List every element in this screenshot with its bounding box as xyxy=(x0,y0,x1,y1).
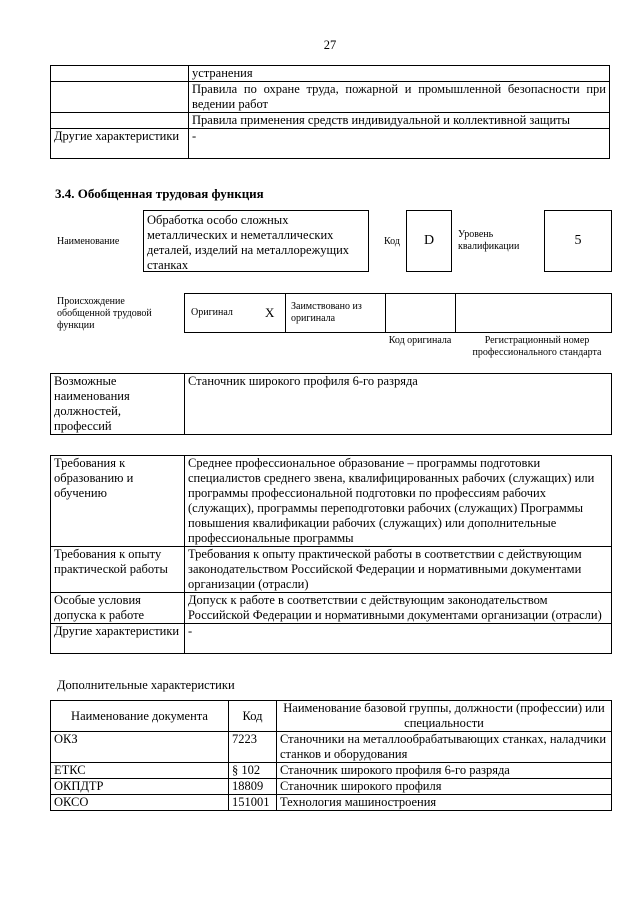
table-row xyxy=(51,763,612,779)
row-value: устранения xyxy=(189,66,610,82)
requirement-label: Требования к опыту практической работы xyxy=(51,547,185,593)
code-cell: 151001 xyxy=(229,795,277,811)
name-value: Обработка особо сложных металлических и неметаллических деталей, изделий на металлорежущих станках xyxy=(143,210,369,272)
table-row xyxy=(51,779,612,795)
code-cell: 18809 xyxy=(229,779,277,795)
header-document: Наименование документа xyxy=(51,701,229,732)
doc-cell: ОКСО xyxy=(51,795,229,811)
row-label xyxy=(51,113,189,129)
group-cell: Станочники на металлообрабатывающих станках, наладчики станков и оборудования xyxy=(277,732,612,763)
row-label: Другие характеристики xyxy=(51,129,189,159)
row-value: - xyxy=(189,129,610,159)
table-row xyxy=(51,456,612,547)
level-value: 5 xyxy=(544,210,612,272)
divider xyxy=(285,294,286,332)
section-title: 3.4. Обобщенная трудовая функция xyxy=(55,186,264,201)
level-label: Уровень квалификации xyxy=(458,229,520,252)
divider xyxy=(455,294,456,332)
table-header xyxy=(51,701,612,732)
table-row xyxy=(51,113,610,129)
group-cell: Станочник широкого профиля 6-го разряда xyxy=(277,763,612,779)
positions-value: Станочник широкого профиля 6-го разряда xyxy=(185,374,612,435)
doc-cell: ЕТКС xyxy=(51,763,229,779)
doc-cell: ОКЗ xyxy=(51,732,229,763)
requirement-value: Допуск к работе в соответствии с действующим законодательством Российской Федерации и нормативными документами организации (отрасли) xyxy=(185,593,612,624)
table-row xyxy=(51,593,612,624)
table-row xyxy=(51,82,610,113)
divider xyxy=(385,294,386,332)
table-row xyxy=(51,547,612,593)
requirement-label: Другие характеристики xyxy=(51,624,185,654)
doc-cell: ОКПДТР xyxy=(51,779,229,795)
code-cell: 7223 xyxy=(229,732,277,763)
positions-table xyxy=(50,373,612,435)
group-cell: Технология машиностроения xyxy=(277,795,612,811)
row-label xyxy=(51,82,189,113)
positions-label: Возможные наименования должностей, профессий xyxy=(51,374,185,435)
name-label: Наименование xyxy=(57,236,120,247)
requirement-label: Требования к образованию и обучению xyxy=(51,456,185,547)
header-code: Код xyxy=(229,701,277,732)
original-mark: X xyxy=(265,305,275,320)
group-cell: Станочник широкого профиля xyxy=(277,779,612,795)
additional-table xyxy=(50,700,612,811)
row-value: Правила применения средств индивидуальной и коллективной защиты xyxy=(189,113,610,129)
top-table xyxy=(50,65,610,159)
requirements-table xyxy=(50,455,612,654)
table-row xyxy=(51,129,610,159)
table-row xyxy=(51,795,612,811)
reg-caption: Регистрационный номер профессионального стандарта xyxy=(472,335,602,358)
table-row xyxy=(51,374,612,435)
original-label: Оригинал xyxy=(191,307,233,318)
row-value: Правила по охране труда, пожарной и промышленной безопасности при ведении работ xyxy=(189,82,610,113)
code-value: D xyxy=(406,210,452,272)
table-row xyxy=(51,66,610,82)
row-label xyxy=(51,66,189,82)
requirement-value: Среднее профессиональное образование – программы подготовки специалистов среднего звена, квалифицированных рабочих (служащих) или программы профессиональной подготовки по профессиям рабочих (служащих), программы переподготовки рабочих (служащих) Программы повышения квалификации рабочих (служащих) или дополнительные профессиональные программы xyxy=(185,456,612,547)
origin-label: Происхождение обобщенной трудовой функции xyxy=(57,296,152,331)
code-cell: § 102 xyxy=(229,763,277,779)
page-number: 27 xyxy=(323,38,337,52)
header-group: Наименование базовой группы, должности (профессии) или специальности xyxy=(277,701,612,732)
requirement-label: Особые условия допуска к работе xyxy=(51,593,185,624)
requirement-value: - xyxy=(185,624,612,654)
origin-table xyxy=(184,293,612,333)
borrowed-label: Заимствовано из оригинала xyxy=(291,301,362,324)
code-caption: Код оригинала xyxy=(388,335,452,346)
requirement-value: Требования к опыту практической работы в соответствии с действующим законодательством Российской Федерации и нормативными документами организации (отрасли) xyxy=(185,547,612,593)
code-label: Код xyxy=(384,236,400,247)
additional-title: Дополнительные характеристики xyxy=(57,678,235,692)
table-row xyxy=(51,732,612,763)
table-row xyxy=(51,624,612,654)
